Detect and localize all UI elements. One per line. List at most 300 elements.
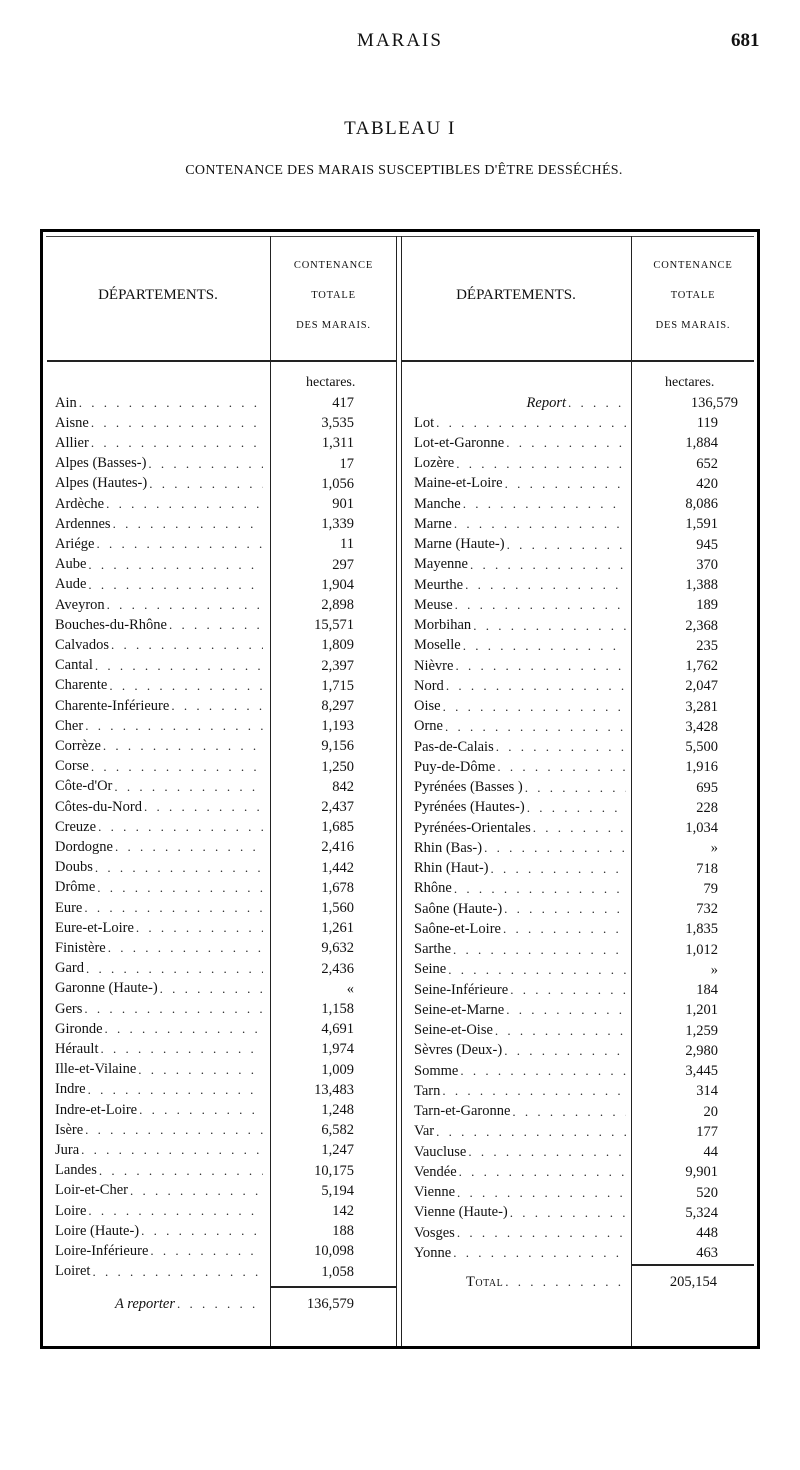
table-row [55,1241,263,1261]
area-value: » [710,840,718,857]
department-name: Ain [55,394,77,411]
area-value: 5,500 [685,739,718,755]
department-name: Garonne (Haute-) [55,980,158,997]
dot-leader [136,920,263,936]
total-label: Total [466,1273,504,1290]
department-name: Marne (Haute-) [414,536,505,552]
department-name: Seine-et-Marne [414,1001,505,1018]
department-name: Aude [55,576,87,593]
department-name: Orne [414,718,443,735]
area-value: 3,445 [685,1063,718,1079]
dot-leader [92,1264,263,1280]
area-value: 1,247 [321,1142,354,1159]
area-value: 370 [696,556,718,573]
left-area-header-line-1: CONTENANCE [293,260,374,271]
department-name: Sèvres (Deux-) [414,1042,503,1059]
department-name: Saône-et-Loire [414,920,501,937]
department-name: Eure-et-Loire [55,919,134,936]
area-value: 1,388 [685,577,718,593]
area-value: 9,901 [685,1164,718,1181]
table-row [55,736,263,756]
area-value: 8,086 [685,496,718,512]
dot-leader [81,1142,263,1158]
area-value: 695 [696,779,718,796]
dot-leader [491,861,627,877]
dot-leader [91,415,263,431]
table-row [55,1140,263,1160]
department-name: Loir-et-Cher [55,1182,128,1199]
dot-leader [443,699,626,715]
area-value: 1,835 [685,921,718,938]
dot-leader [463,638,626,654]
department-name: Landes [55,1162,97,1179]
dot-leader [88,1203,263,1219]
area-value: 1,974 [321,1041,354,1058]
area-value: 1,259 [685,1022,718,1039]
table-row [414,656,626,676]
area-value: 228 [696,799,718,816]
table-row [414,838,626,858]
area-value: 5,324 [685,1204,718,1221]
a-reporter-value: 136,579 [306,1296,354,1312]
table-row [414,1041,626,1061]
area-value: 1,012 [685,941,718,958]
area-value: 10,175 [314,1162,354,1179]
area-value: 1,560 [321,900,354,916]
department-name: Hérault [55,1040,99,1057]
dot-leader [448,962,626,978]
area-value: 235 [696,637,718,654]
department-name: Maine-et-Loire [414,475,503,492]
area-value: 1,261 [321,920,354,937]
department-name: Loire (Haute-) [55,1222,140,1239]
department-name: Tarn [414,1082,441,1099]
dot-leader [510,982,626,998]
area-value: 448 [696,1225,718,1241]
table-row [55,393,263,413]
dot-leader [171,698,263,714]
department-name: Aveyron [55,596,105,613]
dot-leader [113,516,263,532]
department-name: Indre-et-Loire [55,1101,138,1118]
dot-leader [454,516,626,532]
department-name: Moselle [414,637,461,654]
department-name: Isère [55,1121,84,1138]
department-name: Jura [55,1141,80,1158]
dot-leader [138,1062,263,1078]
table-row [55,878,263,898]
right-area-header-line-3: DES MARAIS. [655,320,731,331]
table-row [414,494,626,514]
dot-leader [103,738,263,754]
department-name: Côte-d'Or [55,778,113,795]
dot-leader [504,901,626,917]
area-value: 184 [696,982,718,998]
table-row [55,1039,263,1059]
department-name: Drôme [55,879,96,896]
department-name: Indre [55,1081,86,1098]
table-row [55,1019,263,1039]
table-row [55,797,263,817]
table-row [55,979,263,999]
area-value: 3,535 [321,415,354,432]
report-label: Report [526,394,566,411]
right-area-header-line-1: CONTENANCE [653,260,733,271]
area-value: 189 [696,597,718,614]
dot-leader [473,618,626,634]
area-value: 1,193 [321,718,354,735]
table-row [55,575,263,595]
right-area-header-line-2: TOTALE [670,290,716,301]
table-subtitle: CONTENANCE DES MARAIS SUSCEPTIBLES D'ÊTRE DESSÉCHÉS. [185,163,623,178]
area-value: 15,571 [314,617,354,634]
dot-leader [497,759,626,775]
department-name: Alpes (Hautes-) [55,475,148,492]
department-name: Aisne [55,414,89,431]
area-value: 2,368 [685,617,718,634]
department-name: Rhône [414,880,452,897]
left-sum-rule [271,1286,396,1288]
department-name: Loire-Inférieure [55,1242,149,1259]
department-name: Corrèze [55,737,101,754]
dot-leader [454,881,626,897]
area-value: 1,058 [321,1263,354,1280]
table-row [414,1223,626,1243]
dot-leader [457,1185,626,1201]
area-value: 44 [703,1144,718,1160]
department-name: Yonne [414,1244,452,1261]
area-value: 6,582 [321,1122,354,1139]
area-value: 732 [696,901,718,917]
table-row [414,919,626,939]
dot-leader [506,1002,626,1018]
total-row [416,1272,626,1292]
department-name: Loire [55,1202,87,1219]
area-value: 652 [696,455,718,472]
table-row [55,514,263,534]
department-name: Calvados [55,636,109,653]
dot-leader [456,456,626,472]
table-row [55,534,263,554]
table-row [55,1262,263,1282]
dot-leader [98,819,263,835]
dot-leader [470,557,626,573]
department-name: Aube [55,556,87,573]
center-double-rule-a [396,236,397,1346]
table-row [414,980,626,1000]
area-value: 1,056 [321,475,354,492]
area-value: 10,098 [314,1243,354,1260]
dot-leader [169,617,263,633]
area-value: 1,009 [321,1061,354,1078]
dot-leader [496,739,626,755]
department-name: Ardennes [55,515,111,532]
area-value: 945 [696,536,718,553]
table-row [55,837,263,857]
department-name: Ardèche [55,495,105,512]
table-row [55,413,263,433]
dot-leader [141,1223,263,1239]
a-reporter-row [55,1294,263,1314]
dot-leader [468,1144,626,1160]
table-row [414,778,626,798]
dot-leader [460,1063,626,1079]
table-row [414,879,626,899]
department-name: Saône (Haute-) [414,900,503,917]
area-value: 417 [332,395,354,411]
department-name: Manche [414,495,461,512]
table-row [414,474,626,494]
report-row [416,393,626,413]
area-value: 1,762 [685,658,718,674]
department-name: Rhin (Bas-) [414,839,483,856]
department-name: Somme [414,1062,459,1079]
area-value: 9,632 [321,940,354,957]
table-row [55,938,263,958]
dot-leader [84,900,263,916]
department-name: Nièvre [414,657,454,674]
dot-leader [95,860,263,876]
table-row [55,433,263,453]
dot-leader [91,759,263,775]
department-name: Charente-Inférieure [55,697,170,714]
table-row [55,1100,263,1120]
center-double-rule-b [401,236,402,1346]
department-name: Vendée [414,1163,457,1180]
dot-leader [457,1225,626,1241]
department-name: Lot-et-Garonne [414,434,505,451]
area-value: 119 [696,415,718,431]
dot-leader [148,456,263,472]
table-row [55,777,263,797]
department-name: Oise [414,698,441,714]
department-name: Pyrénées-Orientales [414,819,531,836]
table-row [55,555,263,575]
dot-leader [95,658,263,674]
table-row [55,1060,263,1080]
department-name: Creuze [55,818,97,835]
area-value: 1,678 [321,879,354,896]
table-row [55,474,263,494]
dot-leader [453,1245,626,1261]
department-name: Lot [414,414,435,431]
area-value: 2,980 [685,1042,718,1059]
area-value: 3,281 [685,698,718,715]
area-value: 1,201 [685,1002,718,1019]
department-name: Marne [414,515,452,532]
dot-leader [453,942,626,958]
dot-leader [97,880,263,896]
table-row [55,1181,263,1201]
table-row [55,696,263,716]
table-row [414,818,626,838]
table-row [414,1142,626,1162]
department-name: Finistère [55,939,106,956]
area-value: 13,483 [314,1081,354,1098]
dot-leader [86,961,263,977]
area-value: 1,904 [321,576,354,593]
table-row [414,1162,626,1182]
dot-leader [512,1104,626,1120]
table-row [414,535,626,555]
dot-leader [442,1083,626,1099]
a-reporter-label: A reporter [115,1295,176,1312]
department-name: Vienne (Haute-) [414,1204,508,1221]
dot-leader [91,435,263,451]
area-value: 188 [332,1223,354,1240]
dot-leader [455,658,626,674]
dot-leader [504,1043,626,1059]
dot-leader [115,839,263,855]
area-value: 1,339 [321,516,354,533]
dot-leader [455,597,626,613]
area-value: « [346,980,354,997]
dot-leader [106,496,263,512]
dot-leader [507,537,626,553]
area-value: 11 [340,536,354,553]
area-value: 420 [696,475,718,492]
right-departments-header: DÉPARTEMENTS. [456,287,576,303]
dot-leader [484,840,626,856]
department-name: Pyrénées (Basses ) [414,779,523,795]
area-value: 842 [332,778,354,795]
department-name: Vaucluse [414,1143,467,1160]
department-name: Meurthe [414,576,464,593]
table-row [55,817,263,837]
area-value: 1,591 [685,516,718,533]
dot-leader [459,1164,626,1180]
table-row [414,616,626,636]
area-value: 297 [332,556,354,573]
page-number: 681 [731,30,760,51]
table-row [55,898,263,918]
department-name: Lozère [414,455,455,471]
department-name: Cher [55,717,84,734]
table-row [414,798,626,818]
area-value: 901 [332,496,354,512]
table-row [414,1081,626,1101]
department-name: Doubs [55,859,93,876]
dot-leader [505,476,626,492]
table-row [414,1000,626,1020]
area-value: 2,898 [321,597,354,613]
dot-leader [436,1124,626,1140]
area-value: 79 [703,880,718,897]
table-title: TABLEAU I [344,118,456,139]
area-value: 2,416 [321,839,354,856]
area-value: 142 [332,1203,354,1219]
area-value: 8,297 [321,698,354,714]
table-row [414,717,626,737]
dot-leader [436,415,626,431]
area-value: 1,809 [321,637,354,654]
department-name: Var [414,1123,435,1140]
table-row [414,595,626,615]
dot-leader [88,557,263,573]
dot-leader [79,395,263,411]
area-value: 1,916 [685,759,718,776]
table-row [55,635,263,655]
department-name: Sarthe [414,941,452,957]
department-name: Meuse [414,596,453,613]
area-value: 20 [703,1103,718,1120]
department-name: Pyrénées (Hautes-) [414,799,525,816]
area-value: 177 [696,1123,718,1140]
table-row [414,575,626,595]
department-name: Alpes (Basses-) [55,455,147,472]
department-name: Morbihan [414,617,472,633]
table-row [55,1221,263,1241]
dot-leader [139,1102,263,1118]
table-row [414,454,626,474]
right-header-rule [402,360,754,362]
dot-leader [510,1205,626,1221]
left-area-header-line-2: TOTALE [311,290,356,301]
dot-leader [503,921,626,937]
department-name: Côtes-du-Nord [55,798,142,815]
left-header-rule [47,360,396,362]
dot-leader [506,435,626,451]
area-value: 9,156 [321,738,354,755]
department-name: Gers [55,1000,83,1017]
table-row [55,1120,263,1140]
table-row [414,757,626,777]
table-row [414,636,626,656]
department-name: Gard [55,960,84,977]
area-value: 1,442 [321,859,354,876]
table-row [55,858,263,878]
left-unit-label: hectares. [306,375,356,390]
right-unit-label: hectares. [665,375,715,390]
dot-leader [130,1183,263,1199]
table-row [55,999,263,1019]
dot-leader [495,1023,626,1039]
table-row [414,433,626,453]
table-row [55,1201,263,1221]
dot-leader [149,476,263,492]
department-name: Mayenne [414,556,468,573]
table-row [55,676,263,696]
dot-leader [84,1001,263,1017]
dot-leader [144,799,263,815]
table-row [414,960,626,980]
dot-leader [85,718,263,734]
area-value: 1,250 [321,758,354,775]
department-name: Charente [55,677,108,694]
area-value: 1,248 [321,1102,354,1118]
area-value: 17 [339,455,354,472]
dot-leader [111,637,263,653]
right-sum-rule [632,1264,754,1266]
department-name: Nord [414,677,444,694]
table-row [55,918,263,938]
department-name: Vosges [414,1224,455,1241]
dot-leader [107,597,263,613]
left-departments-header: DÉPARTEMENTS. [98,287,218,303]
frame-inner-rule [46,236,754,237]
table-row [414,676,626,696]
dot-leader [533,820,626,836]
dot-leader [105,1021,263,1037]
table-row [55,615,263,635]
dot-leader [85,1122,263,1138]
department-name: Tarn-et-Garonne [414,1103,511,1119]
table-row [414,514,626,534]
department-name: Allier [55,434,89,451]
table-row [55,656,263,676]
department-name: Seine-et-Oise [414,1022,493,1038]
table-row [55,757,263,777]
